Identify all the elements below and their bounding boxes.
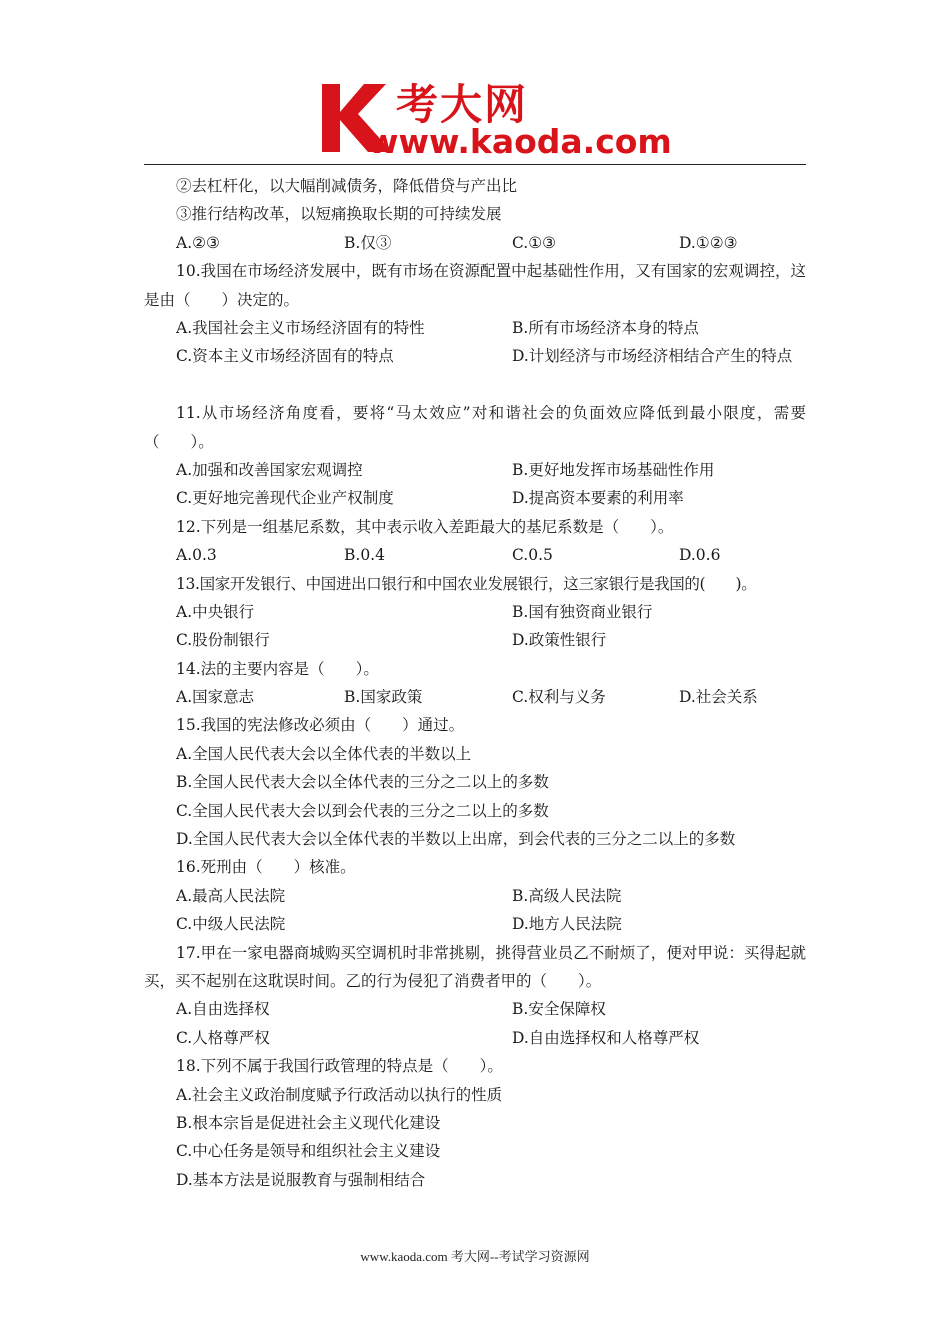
q14-option-d: D.社会关系 <box>679 688 758 707</box>
q13-option-a: A.中央银行 <box>176 602 255 621</box>
q10-option-b: B.所有市场经济本身的特点 <box>512 318 699 337</box>
q17-options-cd <box>144 1024 806 1052</box>
q17-stem: 17.甲在一家电器商城购买空调机时非常挑剔，挑得营业员乙不耐烦了，便对甲说：买得起就买，买不起别在这耽误时间。乙的行为侵犯了消费者甲的（ ）。 <box>144 943 806 991</box>
logo-url: www.kaoda.com <box>368 122 672 161</box>
q12-options <box>144 541 806 569</box>
page-header <box>0 0 950 168</box>
kaoda-logo <box>318 78 672 161</box>
logo-chinese-name: 考大网 <box>396 80 529 129</box>
q17-option-d: D.自由选择权和人格尊严权 <box>512 1028 700 1047</box>
q16-option-b: B.高级人民法院 <box>512 886 622 905</box>
page-footer: www.kaoda.com 考大网--考试学习资源网 <box>360 1249 590 1264</box>
header-rule <box>144 164 806 165</box>
q12-option-a: A.0.3 <box>176 546 217 565</box>
q18-option-a: A.社会主义政治制度赋予行政活动以执行的性质 <box>176 1085 503 1104</box>
q17-option-a: A.自由选择权 <box>176 1000 270 1019</box>
q14-options <box>144 683 806 711</box>
q13-options-cd <box>144 626 806 654</box>
option-line: ③推行结构改革，以短痛换取长期的可持续发展 <box>176 205 502 224</box>
q16-options-ab <box>144 882 806 910</box>
q11-option-c: C.更好地完善现代企业产权制度 <box>176 489 394 508</box>
q13-options-ab <box>144 598 806 626</box>
q16-options-cd <box>144 910 806 938</box>
q15-option-a: A.全国人民代表大会以全体代表的半数以上 <box>176 744 472 763</box>
document-body <box>144 172 806 1194</box>
q11-option-a: A.加强和改善国家宏观调控 <box>176 460 363 479</box>
q9-option-a: A.②③ <box>176 233 220 252</box>
q17-options-ab <box>144 995 806 1023</box>
q11-option-b: B.更好地发挥市场基础性作用 <box>512 460 715 479</box>
option-line: ②去杠杆化，以大幅削减债务，降低借贷与产出比 <box>176 177 518 195</box>
q10-stem: 10.我国在市场经济发展中，既有市场在资源配置中起基础性作用，又有国家的宏观调控，这是由（ ）决定的。 <box>144 262 806 309</box>
q14-option-b: B.国家政策 <box>344 688 423 707</box>
q17-option-c: C.人格尊严权 <box>176 1028 270 1047</box>
q16-option-d: D.地方人民法院 <box>512 915 622 934</box>
q14-option-c: C.权利与义务 <box>512 688 606 707</box>
q12-stem: 12.下列是一组基尼系数，其中表示收入差距最大的基尼系数是（ ）。 <box>176 517 674 536</box>
q9-options <box>144 229 806 257</box>
q12-option-c: C.0.5 <box>512 546 553 565</box>
q18-stem: 18.下列不属于我国行政管理的特点是（ ）。 <box>176 1057 503 1076</box>
q18-option-d: D.基本方法是说服教育与强制相结合 <box>176 1170 426 1189</box>
q11-options-ab <box>144 456 806 484</box>
q15-option-d: D.全国人民代表大会以全体代表的半数以上出席，到会代表的三分之二以上的多数 <box>176 830 736 849</box>
q15-option-b: B.全国人民代表大会以全体代表的三分之二以上的多数 <box>176 773 549 792</box>
q18-option-c: C.中心任务是领导和组织社会主义建设 <box>176 1142 441 1161</box>
q9-option-c: C.①③ <box>512 233 557 252</box>
q12-option-b: B.0.4 <box>344 546 385 565</box>
q13-option-c: C.股份制银行 <box>176 631 270 650</box>
q10-spacer <box>144 371 806 399</box>
q10-options-cd <box>144 342 806 370</box>
q10-option-a: A.我国社会主义市场经济固有的特性 <box>176 318 425 337</box>
q16-stem: 16.死刑由（ ）核准。 <box>176 858 356 877</box>
q18-option-b: B.根本宗旨是促进社会主义现代化建设 <box>176 1113 441 1132</box>
q11-stem: 11.从市场经济角度看，要将“马太效应”对和谐社会的负面效应降低到最小限度，需要（ ）。 <box>144 404 806 451</box>
q16-option-a: A.最高人民法院 <box>176 886 286 905</box>
q14-stem: 14.法的主要内容是（ ）。 <box>176 659 379 678</box>
q10-option-c: C.资本主义市场经济固有的特点 <box>176 347 394 366</box>
q16-option-c: C.中级人民法院 <box>176 915 286 934</box>
q9-option-b: B.仅③ <box>344 233 392 252</box>
q13-option-b: B.国有独资商业银行 <box>512 602 653 621</box>
q14-option-a: A.国家意志 <box>176 688 255 707</box>
q15-option-c: C.全国人民代表大会以到会代表的三分之二以上的多数 <box>176 801 549 820</box>
q13-stem: 13.国家开发银行、中国进出口银行和中国农业发展银行，这三家银行是我国的( )。 <box>176 574 757 593</box>
q15-stem: 15.我国的宪法修改必须由（ ）通过。 <box>176 716 465 735</box>
q9-option-d: D.①②③ <box>679 233 738 252</box>
q10-options-ab <box>144 314 806 342</box>
q11-option-d: D.提高资本要素的利用率 <box>512 489 684 508</box>
q13-option-d: D.政策性银行 <box>512 631 607 650</box>
q12-option-d: D.0.6 <box>679 546 721 565</box>
q17-option-b: B.安全保障权 <box>512 1000 606 1019</box>
q10-option-d: D.计划经济与市场经济相结合产生的特点 <box>512 347 793 366</box>
q11-options-cd <box>144 484 806 512</box>
